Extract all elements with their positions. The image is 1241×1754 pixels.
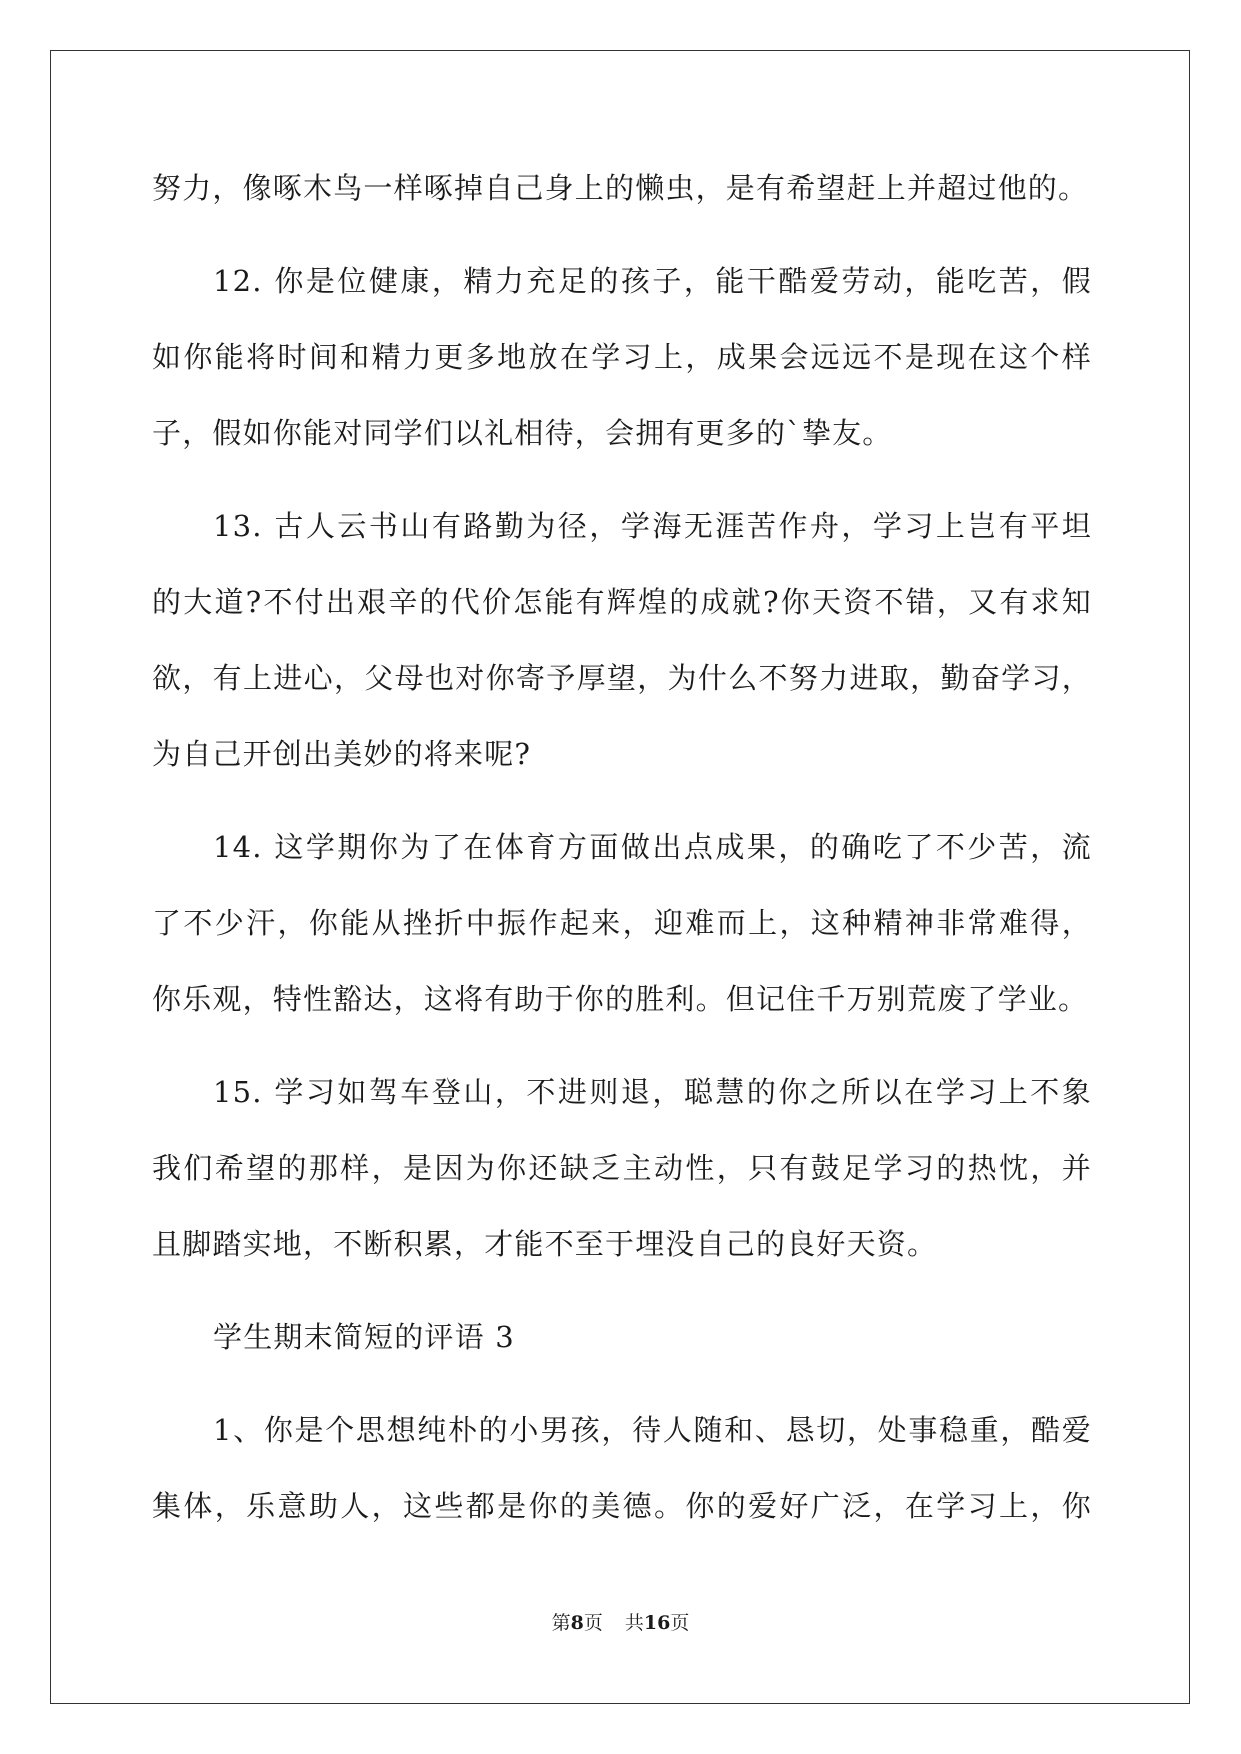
text-line: 欲，有上进心，父母也对你寄予厚望，为什么不努力进取，勤奋学习， <box>152 661 1092 695</box>
text-line: 且脚踏实地，不断积累，才能不至于埋没自己的良好天资。 <box>152 1227 938 1261</box>
text-line: 12. 你是位健康，精力充足的孩子，能干酷爱劳动，能吃苦，假 <box>213 264 1092 298</box>
text-line: 为自己开创出美妙的将来呢? <box>152 737 532 771</box>
document-body <box>152 150 1092 1544</box>
text-line: 的大道?不付出艰辛的代价怎能有辉煌的成就?你天资不错，又有求知 <box>152 585 1092 619</box>
text-line: 15. 学习如驾车登山，不进则退，聪慧的你之所以在学习上不象 <box>213 1075 1092 1109</box>
footer-total-prefix: 共 <box>624 1612 644 1634</box>
footer-page-number: 8 <box>570 1612 584 1634</box>
text-line: 你乐观，特性豁达，这将有助于你的胜利。但记住千万别荒废了学业。 <box>152 982 1089 1016</box>
footer-total-suffix: 页 <box>670 1612 690 1634</box>
text-line: 集体，乐意助人，这些都是你的美德。你的爱好广泛，在学习上，你 <box>152 1489 1092 1523</box>
text-line: 13. 古人云书山有路勤为径，学海无涯苦作舟，学习上岂有平坦 <box>213 509 1092 543</box>
page-footer <box>0 1608 1241 1635</box>
text-line: 我们希望的那样，是因为你还缺乏主动性，只有鼓足学习的热忱，并 <box>152 1151 1092 1185</box>
text-line: 努力，像啄木鸟一样啄掉自己身上的懒虫，是有希望赶上并超过他的。 <box>152 171 1089 205</box>
footer-prefix: 第 <box>551 1612 571 1634</box>
text-line: 如你能将时间和精力更多地放在学习上，成果会远远不是现在这个样 <box>152 340 1092 374</box>
text-line: 了不少汗，你能从挫折中振作起来，迎难而上，这种精神非常难得， <box>152 906 1092 940</box>
footer-total-pages: 16 <box>643 1612 671 1634</box>
text-line: 子，假如你能对同学们以礼相待，会拥有更多的`挚友。 <box>152 416 893 450</box>
text-line: 14. 这学期你为了在体育方面做出点成果，的确吃了不少苦，流 <box>213 830 1092 864</box>
section-heading: 学生期末简短的评语 3 <box>213 1320 515 1354</box>
text-line: 1、你是个思想纯朴的小男孩，待人随和、恳切，处事稳重，酷爱 <box>213 1413 1092 1447</box>
footer-page-suffix: 页 <box>583 1612 603 1634</box>
